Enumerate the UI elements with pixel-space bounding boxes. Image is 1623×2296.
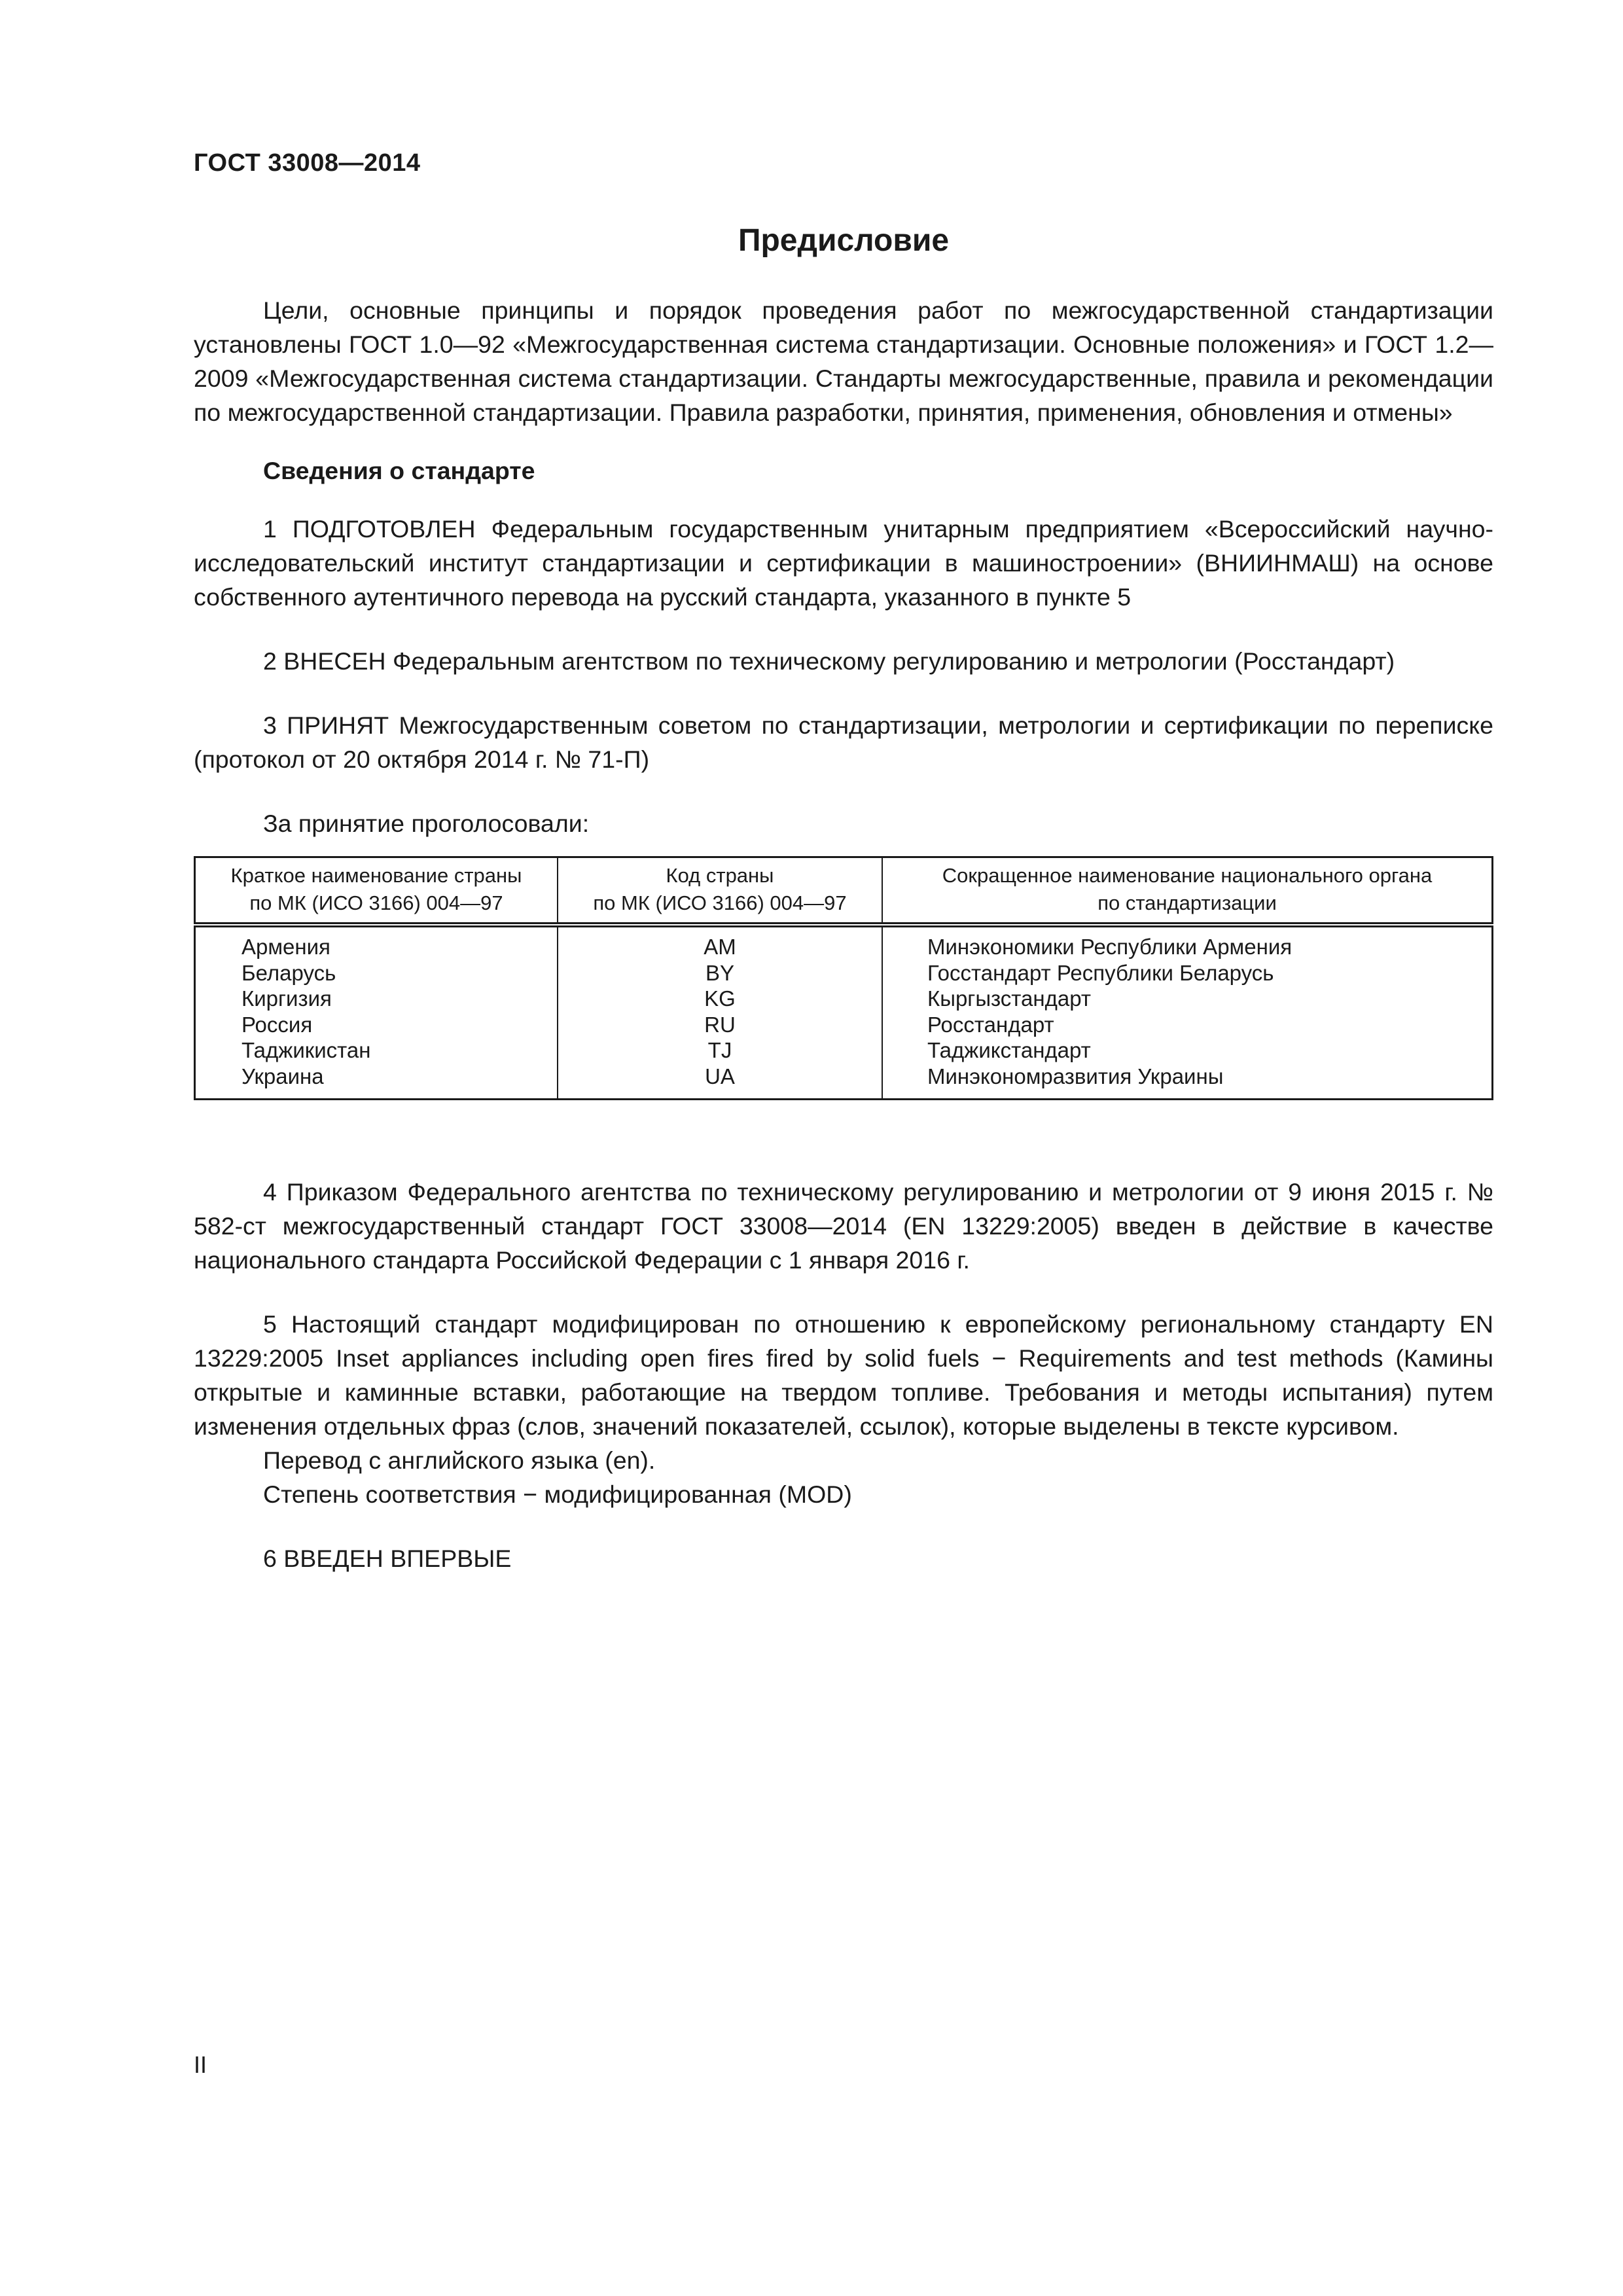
country-code: TJ <box>707 1038 732 1062</box>
country-name: Россия <box>241 1012 313 1037</box>
table-body-row <box>195 925 1493 1100</box>
standard-code: ГОСТ 33008—2014 <box>194 149 421 177</box>
country-code: UA <box>705 1064 735 1088</box>
votes-table <box>194 856 1493 1100</box>
national-body: Минэкономики Республики Армения <box>927 935 1293 959</box>
country-code-cell <box>558 925 882 1100</box>
header-country-name: Краткое наименование страны по МК (ИСО 3166) 004—97 <box>195 857 558 925</box>
page-number: II <box>194 2051 207 2078</box>
country-name: Украина <box>241 1064 324 1088</box>
item-5-translation: Перевод с английского языка (en). <box>263 1446 656 1474</box>
item-5: 5 Настоящий стандарт модифицирован по отношению к европейскому региональному стандарту EN 13229:2005 Inset appliances including open fires fired by solid fuels − Requirements and test methods (Камины открытые и каминные вставки, работающие на твердом топливе. Требования и методы испытания) путем изменения отдельных фраз (слов, значений показателей, ссылок), которые выделены в тексте курсивом. <box>194 1310 1493 1440</box>
page-title: Предисловие <box>738 223 950 258</box>
item-5-degree: Степень соответствия − модифицированная (MOD) <box>263 1480 852 1508</box>
national-body: Росстандарт <box>927 1012 1054 1037</box>
item-6: 6 ВВЕДЕН ВПЕРВЫЕ <box>263 1545 512 1572</box>
country-name: Киргизия <box>241 986 332 1011</box>
country-name: Беларусь <box>241 960 336 985</box>
table-header-row <box>195 857 1493 925</box>
national-body: Минэкономразвития Украины <box>927 1064 1224 1088</box>
main-content <box>194 293 1493 1575</box>
item-3: 3 ПРИНЯТ Межгосударственным советом по стандартизации, метрологии и сертификации по переписке (протокол от 20 октября 2014 г. № 71-П) <box>194 711 1493 773</box>
country-code: KG <box>704 986 736 1011</box>
country-code: AM <box>704 935 736 959</box>
country-code: BY <box>705 960 735 985</box>
item-1: 1 ПОДГОТОВЛЕН Федеральным государственным унитарным предприятием «Всероссийский научно-исследовательский институт стандартизации и сертификации в машиностроении» (ВНИИНМАШ) на основе собственного аутентичного перевода на русский стандарта, указанного в пункте 5 <box>194 515 1493 611</box>
national-body: Госстандарт Республики Беларусь <box>927 960 1274 985</box>
country-name: Армения <box>241 935 330 959</box>
header-national-body: Сокращенное наименование национального органа по стандартизации <box>882 857 1493 925</box>
item-4: 4 Приказом Федерального агентства по техническому регулированию и метрологии от 9 июня 2015 г. № 582-ст межгосударственный стандарт ГОСТ 33008—2014 (EN 13229:2005) введен в действие в качестве национального стандарта Российской Федерации с 1 января 2016 г. <box>194 1178 1493 1274</box>
country-name-cell <box>195 925 558 1100</box>
item-2: 2 ВНЕСЕН Федеральным агентством по техническому регулированию и метрологии (Росстандарт) <box>263 647 1395 675</box>
header-country-code: Код страны по МК (ИСО 3166) 004—97 <box>558 857 882 925</box>
section-subheading: Сведения о стандарте <box>263 457 535 484</box>
votes-intro: За принятие проголосовали: <box>263 810 590 837</box>
national-body-cell <box>882 925 1493 1100</box>
country-name: Таджикистан <box>241 1038 371 1062</box>
country-code: RU <box>704 1012 736 1037</box>
national-body: Таджикстандарт <box>927 1038 1091 1062</box>
intro-paragraph: Цели, основные принципы и порядок проведения работ по межгосударственной стандартизации установлены ГОСТ 1.0—92 «Межгосударственная система стандартизации. Основные положения» и ГОСТ 1.2—2009 «Межгосударственная система стандартизации. Стандарты межгосударственные, правила и рекомендации по межгосударственной стандартизации. Правила разработки, принятия, применения, обновления и отмены» <box>194 296 1493 426</box>
national-body: Кыргызстандарт <box>927 986 1091 1011</box>
